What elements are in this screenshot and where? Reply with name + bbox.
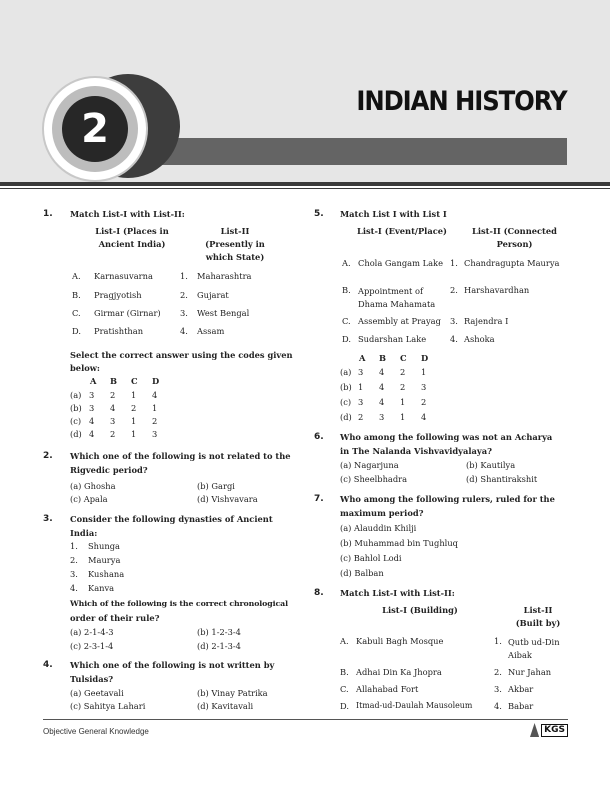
logo-text: KGS <box>541 724 568 737</box>
list-num: 3. <box>70 569 78 579</box>
list-item: Shunga <box>88 541 120 551</box>
question-text: Match List-I with List-II: <box>70 209 185 219</box>
answer-option: (c) Sahitya Lahari <box>70 701 146 711</box>
code-value: 2 <box>358 412 364 422</box>
question-number: 1. <box>43 209 53 219</box>
codes-head: B <box>110 376 118 386</box>
code-option: (a) <box>340 367 352 377</box>
code-value: 4 <box>421 412 427 422</box>
row-item: Gujarat <box>197 290 229 300</box>
list-item: Kushana <box>88 569 125 579</box>
code-value: 4 <box>89 429 95 439</box>
code-value: 4 <box>152 390 158 400</box>
question-number: 2. <box>43 451 53 461</box>
list-num: 1. <box>70 541 78 551</box>
row-label: B. <box>72 290 81 300</box>
answer-option: (d) Shantirakshit <box>466 474 538 484</box>
row-label: A. <box>342 258 351 268</box>
codes-head: D <box>152 376 160 386</box>
row-item: Ashoka <box>464 334 495 344</box>
list-header: List-I (Building) <box>382 605 458 615</box>
code-value: 2 <box>421 397 427 407</box>
question-number: 8. <box>314 588 324 598</box>
row-item: Adhai Din Ka Jhopra <box>356 667 442 677</box>
answer-option: (d) Balban <box>340 568 384 578</box>
answer-option: (b) Kautilya <box>466 460 516 470</box>
question-text: in The Nalanda Vishvavidyalaya? <box>340 446 492 456</box>
list-header: List-II (Connected Person) <box>472 226 557 249</box>
row-label: 4. <box>180 326 188 336</box>
row-label: 1. <box>494 636 502 646</box>
list-item: Kanva <box>88 583 115 593</box>
answer-option: (c) 2-3-1-4 <box>70 641 114 651</box>
row-item: Pratishthan <box>94 326 144 336</box>
code-option: (d) <box>70 429 82 439</box>
answer-option: (a) Alauddin Khilji <box>340 523 417 533</box>
code-value: 2 <box>400 382 406 392</box>
row-label: B. <box>342 285 351 295</box>
row-label: 3. <box>450 316 458 326</box>
question-number: 7. <box>314 494 324 504</box>
question-number: 3. <box>43 514 53 524</box>
code-value: 1 <box>131 390 137 400</box>
codes-head: C <box>400 353 407 363</box>
row-item: Itmad-ud-Daulah Mausoleum <box>356 701 473 710</box>
code-value: 1 <box>400 397 406 407</box>
row-item: Sudarshan Lake <box>358 334 427 344</box>
question-text: Which one of the following is not related to the <box>70 451 291 461</box>
answer-option: (d) Kavitavali <box>197 701 254 711</box>
code-value: 2 <box>110 390 116 400</box>
row-item: Nur Jahan <box>508 667 552 677</box>
answer-option: (a) Geetavali <box>70 688 124 698</box>
row-item: Girmar (Girnar) <box>94 308 161 318</box>
code-value: 2 <box>110 429 116 439</box>
row-label: 4. <box>494 701 502 711</box>
row-item: West Bengal <box>197 308 250 318</box>
list-header: List-I (Places in Ancient India) <box>95 226 169 249</box>
row-item: Babar <box>508 701 534 711</box>
instruction-text: order of their rule? <box>70 613 160 623</box>
row-item: Kabuli Bagh Mosque <box>356 636 444 646</box>
code-value: 3 <box>152 429 158 439</box>
row-label: 2. <box>180 290 188 300</box>
code-option: (b) <box>70 403 82 413</box>
code-value: 3 <box>358 367 364 377</box>
row-item: Qutb ud-Din Aibak <box>508 637 560 660</box>
code-value: 1 <box>358 382 364 392</box>
row-label: 2. <box>450 285 458 295</box>
code-option: (c) <box>340 397 352 407</box>
row-label: D. <box>72 326 81 336</box>
question-number: 4. <box>43 660 53 670</box>
code-value: 4 <box>89 416 95 426</box>
row-item: Pragjyotish <box>94 290 142 300</box>
codes-head: B <box>379 353 387 363</box>
code-option: (d) <box>340 412 352 422</box>
list-header: List-II (Built by) <box>515 605 561 628</box>
row-item: Assam <box>197 326 225 336</box>
logo-mark-icon <box>530 723 539 737</box>
code-value: 3 <box>379 412 385 422</box>
question-text: Consider the following dynasties of Ancient <box>70 514 273 524</box>
row-item: Chola Gangam Lake <box>358 258 443 268</box>
answer-option: (a) Nagarjuna <box>340 460 399 470</box>
code-value: 4 <box>379 382 385 392</box>
row-item: Akbar <box>508 684 534 694</box>
code-value: 4 <box>379 367 385 377</box>
question-text: Rigvedic period? <box>70 465 148 475</box>
question-text: Who among the following was not an Acharya <box>340 432 553 442</box>
publisher-logo <box>530 722 568 738</box>
row-label: C. <box>340 684 349 694</box>
header-rule-thin <box>0 188 610 189</box>
row-item: Chandragupta Maurya <box>464 258 560 268</box>
list-item: Maurya <box>88 555 121 565</box>
answer-option: (a) 2-1-4-3 <box>70 627 114 637</box>
codes-head: C <box>131 376 138 386</box>
row-label: B. <box>340 667 349 677</box>
code-option: (c) <box>70 416 82 426</box>
question-number: 5. <box>314 209 324 219</box>
row-item: Harshavardhan <box>464 285 530 295</box>
answer-option: (a) Ghosha <box>70 481 116 491</box>
row-item: Rajendra I <box>464 316 509 326</box>
question-text: Match List I with List I <box>340 209 447 219</box>
row-label: D. <box>342 334 351 344</box>
answer-option: (b) Muhammad bin Tughluq <box>340 538 458 548</box>
row-label: C. <box>342 316 351 326</box>
instruction-text: Which of the following is the correct chronological <box>70 599 288 608</box>
question-text: Who among the following rulers, ruled for the <box>340 494 555 504</box>
code-value: 1 <box>131 429 137 439</box>
answer-option: (c) Apala <box>70 494 108 504</box>
row-label: D. <box>340 701 349 711</box>
question-text: maximum period? <box>340 508 424 518</box>
row-item: Maharashtra <box>197 271 252 281</box>
codes-head: D <box>421 353 429 363</box>
codes-head: A <box>90 376 97 386</box>
question-text: Which one of the following is not written by <box>70 660 275 670</box>
code-value: 3 <box>421 382 427 392</box>
list-header: List-I (Event/Place) <box>357 226 447 236</box>
answer-option: (c) Sheelbhadra <box>340 474 408 484</box>
row-label: 3. <box>494 684 502 694</box>
row-item: Appointment of Dhama Mahamata <box>358 286 436 309</box>
row-item: Allahabad Fort <box>356 684 419 694</box>
instruction-text: Select the correct answer using the codes given below: <box>70 350 293 373</box>
question-number: 6. <box>314 432 324 442</box>
code-value: 1 <box>421 367 427 377</box>
header-rule <box>0 182 610 186</box>
question-text: India: <box>70 528 98 538</box>
code-value: 2 <box>400 367 406 377</box>
footer-rule <box>43 719 568 720</box>
answer-option: (b) 1-2-3-4 <box>197 627 241 637</box>
code-value: 1 <box>152 403 158 413</box>
codes-head: A <box>359 353 366 363</box>
answer-option: (b) Vinay Patrika <box>197 688 268 698</box>
row-label: C. <box>72 308 81 318</box>
answer-option: (d) 2-1-3-4 <box>197 641 241 651</box>
question-text: Match List-I with List-II: <box>340 588 455 598</box>
list-header: List-II (Presently in which State) <box>205 226 265 262</box>
row-label: 1. <box>180 271 188 281</box>
code-value: 3 <box>89 390 95 400</box>
code-value: 3 <box>358 397 364 407</box>
answer-option: (b) Gargi <box>197 481 235 491</box>
row-item: Karnasuvarna <box>94 271 153 281</box>
header-bar <box>120 138 567 165</box>
code-value: 2 <box>152 416 158 426</box>
answer-option: (d) Vishvavara <box>197 494 258 504</box>
code-option: (a) <box>70 390 82 400</box>
chapter-number: 2 <box>62 96 128 162</box>
question-text: Tulsidas? <box>70 674 114 684</box>
code-value: 4 <box>110 403 116 413</box>
row-label: A. <box>340 636 349 646</box>
list-num: 2. <box>70 555 78 565</box>
footer-text: Objective General Knowledge <box>43 727 149 736</box>
row-item: Assembly at Prayag <box>358 316 441 326</box>
code-option: (b) <box>340 382 352 392</box>
answer-option: (c) Bahlol Lodi <box>340 553 402 563</box>
row-label: 3. <box>180 308 188 318</box>
row-label: 2. <box>494 667 502 677</box>
list-num: 4. <box>70 583 78 593</box>
code-value: 2 <box>131 403 137 413</box>
row-label: A. <box>72 271 81 281</box>
row-label: 1. <box>450 258 458 268</box>
row-label: 4. <box>450 334 458 344</box>
code-value: 1 <box>400 412 406 422</box>
code-value: 3 <box>89 403 95 413</box>
code-value: 4 <box>379 397 385 407</box>
chapter-title: INDIAN HISTORY <box>356 86 567 117</box>
code-value: 3 <box>110 416 116 426</box>
code-value: 1 <box>131 416 137 426</box>
